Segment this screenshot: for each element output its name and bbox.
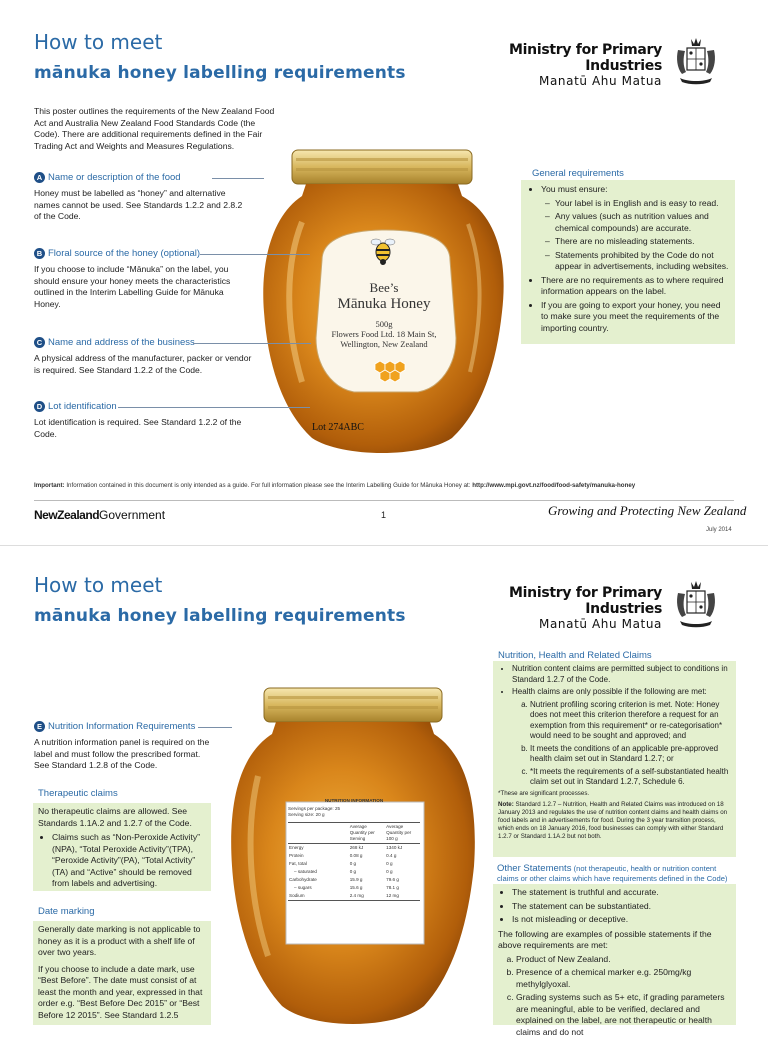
jar-weight: 500g (375, 319, 393, 329)
ensure-item: – Any values (such as nutrition values and chemical compounds) are accurate. (555, 211, 729, 234)
leader-line-c (193, 343, 311, 344)
general-bullet: • There are no requirements as to where required information appears on the label. (541, 275, 729, 298)
leader-line-a (212, 178, 264, 179)
example-item: a. Product of New Zealand. (516, 954, 731, 966)
letter-d-icon: D (34, 401, 45, 412)
date-marking-box (33, 921, 211, 1025)
other-statements-heading: Other Statements (497, 863, 572, 874)
jar-address-line-1: Flowers Food Ltd. 18 Main St, (331, 329, 437, 339)
section-e-body: A nutrition information panel is required on the label and must follow the prescribed format. See Standard 1.2.8 of the Code. (34, 737, 210, 771)
general-bullet: • If you are going to export your honey, you need to make sure you meet the requirements of the importing country. (541, 300, 729, 335)
ensure-item: – Statements prohibited by the Code do not appear in advertisements, including websites. (555, 250, 729, 273)
section-d-heading: Lot identification (48, 401, 117, 413)
other-statements-box (493, 884, 736, 1037)
general-requirements-box (521, 180, 735, 344)
nip-col-100g: Average Quantity per 100 g (386, 824, 412, 841)
claims-footnote: *These are significant processes. (498, 789, 590, 797)
therapeutic-bullet: • Claims such as “Non-Peroxide Activity” (NPA), “Total Peroxide Activity”(TPA), “Peroxide Activity”(PA), “Total Activity” (TA) and “Active” should be removed from labels and advertising. (52, 832, 206, 890)
claims-item: a. Nutrient profiling scoring criterion is met. Note: Honey does not meet this criterion therefore a request for an exemption from this requirement* or re-categorisation* would need to be sought and approved; and (530, 700, 731, 742)
pre-title: How to meet (34, 30, 163, 54)
nzgov-brand-a: NewZealand (34, 508, 100, 522)
other-bullet: • The statement can be substantiated. (512, 901, 731, 913)
section-e (34, 721, 234, 772)
ensure-item: – There are no misleading statements. (555, 236, 729, 248)
claims-bullet-1: • Nutrition content claims are permitted subject to conditions in Standard 1.2.7 of the Code. (512, 664, 731, 685)
section-c-heading: Name and address of the business (48, 337, 195, 349)
leader-line-d (118, 407, 310, 408)
page-title: mānuka honey labelling requirements (34, 606, 406, 626)
nip-table (288, 822, 420, 901)
other-statements-subheading: (not therapeutic, health or nutrition content claims or other claims which have requirements defined in the Code) (497, 864, 728, 883)
publication-date: July 2014 (706, 527, 732, 533)
other-bullet: • Is not misleading or deceptive. (512, 914, 731, 926)
examples-intro: The following are examples of possible statements if the above requirements are met: (498, 928, 712, 950)
claims-item: b. It meets the conditions of an applicable pre-approved health claim set out in Standard 1.2.7; or (530, 744, 731, 765)
pre-title: How to meet (34, 573, 163, 597)
intro-paragraph: This poster outlines the requirements of the New Zealand Food Act and Australia New Zealand Food Standards Code (the Code). There are additional requirements defined in the Fair Trading Act and Weights and Measures Regulations. (34, 106, 275, 151)
nz-coat-of-arms-icon (674, 36, 718, 86)
mpi-logo-text (482, 585, 662, 631)
ministry-maori-name: Manatū Ahu Matua (539, 74, 662, 88)
leader-line-e (198, 727, 232, 728)
table-row: Energy 268 kJ 1340 kJ (289, 845, 403, 850)
letter-c-icon: C (34, 337, 45, 348)
page-number: 1 (381, 510, 387, 520)
claims-item: c. *It meets the requirements of a self-substantiated health claim set out in Standard 1.2.7, Schedule 6. (530, 767, 731, 788)
table-row: Protein 0.08 g 0.4 g (289, 853, 397, 858)
section-b (34, 248, 274, 310)
important-text: Information contained in this document is only intended as a guide. For full information please see the Interim Labelling Guide for Mānuka Honey at: (66, 482, 471, 489)
table-row: Carbohydrate 15.9 g 79.6 g (289, 877, 399, 882)
section-e-heading: Nutrition Information Requirements (48, 721, 196, 733)
ministry-name: Ministry for Primary Industries (509, 42, 662, 74)
nutrition-information-panel (288, 798, 420, 901)
table-row: – sugars 15.6 g 78.1 g (294, 885, 399, 890)
table-row: Fat, total 0 g 0 g (289, 861, 393, 866)
section-a-heading: Name or description of the food (48, 172, 181, 184)
section-b-heading: Floral source of the honey (optional) (48, 248, 201, 260)
important-note (34, 482, 734, 489)
claims-bullet-2: Health claims are only possible if the following are met: (512, 687, 707, 696)
section-a (34, 172, 274, 223)
table-row: Sodium 2.4 mg 12 mg (288, 892, 420, 901)
jar-product-name: Mānuka Honey (337, 296, 431, 312)
nip-title: NUTRITION INFORMATION (324, 798, 384, 803)
section-a-body: Honey must be labelled as “honey” and alternative names cannot be used. See Standards 1.2.2 and 2.8.2 of the Code. (34, 188, 243, 222)
therapeutic-body: No therapeutic claims are allowed. See Standards 1.1A.2 and 1.2.7 of the Code. (38, 806, 192, 828)
date-marking-p2: If you choose to include a date mark, use “Best Before”. The date must consist of at least the month and year, expressed in that order e.g. “Best Before Dec 2015” or “Best Before 12 2015”. See Standard 1.2.5 (38, 963, 203, 1020)
letter-e-icon: E (34, 721, 45, 732)
therapeutic-claims-box (33, 803, 211, 891)
jar-brand: Bee’s (369, 280, 399, 295)
date-marking-heading: Date marking (38, 906, 95, 917)
claims-heading: Nutrition, Health and Related Claims (498, 650, 652, 661)
ensure-item: – Your label is in English and is easy to read. (555, 198, 729, 210)
jar-address-line-2: Wellington, New Zealand (340, 339, 428, 349)
table-row: – saturated 0 g 0 g (294, 869, 393, 874)
claims-box (493, 661, 736, 857)
section-d-body: Lot identification is required. See Standard 1.2.2 of the Code. (34, 417, 242, 439)
section-c-body: A physical address of the manufacturer, packer or vendor is required. See Standard 1.2.2 of the Code. (34, 353, 252, 375)
poster-page-2 (0, 545, 768, 1037)
section-b-body: If you choose to include “Mānuka” on the label, you should ensure your honey meets the characteristics outlined in the Interim Labelling Guide for Mānuka Honey. (34, 264, 231, 309)
claims-note-text: Standard 1.2.7 – Nutrition, Health and Related Claims was introduced on 18 January 2013 and regulates the use of nutrition content claims and health claims on food labels and in advertisements for food. During the 3 year transition process, which ends on 18 January 2016, food businesses can comply with either Standard 1.2.7 or Standard 1.1A.2 but not both. (498, 800, 728, 840)
nip-col-serving: Average Quantity per Serving (349, 824, 375, 841)
general-requirements-heading: General requirements (532, 168, 624, 179)
example-item: c. Grading systems such as 5+ etc, if grading parameters are meaningful, able to be verified, declared and explained on the label, are not therapeutic or health claims and do not (516, 992, 731, 1038)
nz-government-logo (34, 508, 165, 522)
mpi-logo-text (482, 42, 662, 88)
general-intro: You must ensure: (541, 184, 608, 194)
nip-serving-size: Serving size: 20 g (288, 812, 325, 817)
therapeutic-claims-heading: Therapeutic claims (38, 788, 118, 799)
other-bullet: • The statement is truthful and accurate. (512, 887, 731, 899)
important-label: Important: (34, 482, 65, 489)
date-marking-p1: Generally date marking is not applicable to honey as it is a product with a shelf life of over two years. (38, 924, 201, 957)
ministry-maori-name: Manatū Ahu Matua (539, 617, 662, 631)
claims-note (498, 801, 731, 841)
page-title: mānuka honey labelling requirements (34, 63, 406, 83)
slogan: Growing and Protecting New Zealand (548, 503, 747, 518)
claims-note-label: Note: (498, 800, 514, 808)
letter-a-icon: A (34, 172, 45, 183)
example-item: b. Presence of a chemical marker e.g. 250mg/kg methylglyoxal. (516, 967, 731, 990)
nzgov-brand-b: Government (99, 508, 166, 522)
letter-b-icon: B (34, 248, 45, 259)
nz-coat-of-arms-icon (674, 579, 718, 629)
other-statements-heading-block (497, 864, 737, 883)
ministry-name: Ministry for Primary Industries (509, 585, 662, 617)
important-url-link[interactable]: http://www.mpi.govt.nz/food/food-safety/manuka-honey (472, 482, 636, 489)
jar-label (302, 280, 466, 349)
nip-servings-package: Servings per package: 25 (288, 806, 341, 811)
jar-lot-number: Lot 274ABC (312, 422, 364, 433)
leader-line-b (200, 254, 310, 255)
footer-divider (34, 500, 734, 501)
